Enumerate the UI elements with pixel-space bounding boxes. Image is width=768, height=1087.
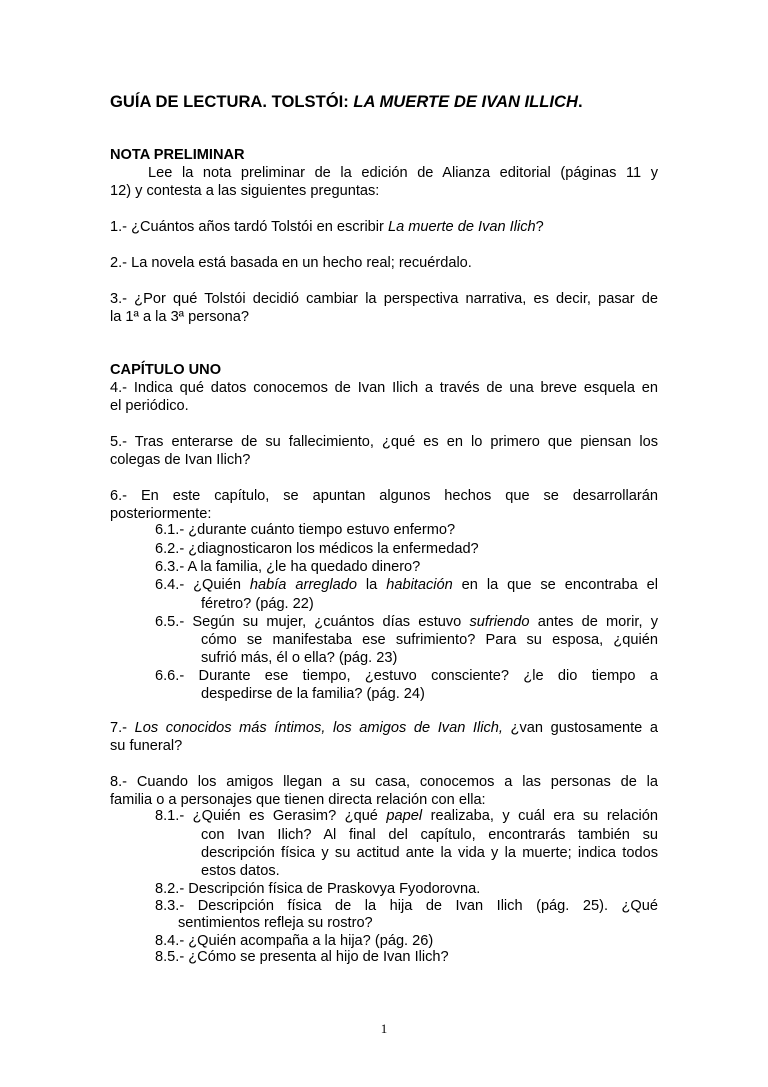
question-3-line-1: 3.- ¿Por qué Tolstói decidió cambiar la perspectiva narrativa, es decir, pasar de [110, 291, 658, 307]
question-6-4-line-2: féretro? (pág. 22) [201, 596, 314, 612]
question-4-line-2: el periódico. [110, 398, 189, 414]
question-6-4-line-1: 6.4.- ¿Quién había arreglado la habitación en la que se encontraba el [155, 577, 659, 593]
question-6-line-1: 6.- En este capítulo, se apuntan algunos hechos que se desarrollarán [110, 488, 658, 504]
question-7-line-2: su funeral? [110, 738, 183, 754]
question-6-5-line-2: cómo se manifestaba ese sufrimiento? Para su esposa, ¿quién [201, 632, 658, 648]
nota-line-2: 12) y contesta a las siguientes preguntas: [110, 183, 380, 199]
question-8-4: 8.4.- ¿Quién acompaña a la hija? (pág. 26) [155, 933, 434, 949]
question-6-line-2: posteriormente: [110, 506, 212, 522]
chapter-one-heading: CAPÍTULO UNO [110, 362, 222, 378]
question-5-line-2: colegas de Ivan Ilich? [110, 452, 251, 468]
question-8-1-line-3: descripción física y su actitud ante la vida y la muerte; indica todos [201, 845, 658, 861]
question-6-3: 6.3.- A la familia, ¿le ha quedado dinero? [155, 559, 421, 575]
question-6-1: 6.1.- ¿durante cuánto tiempo estuvo enfermo? [155, 522, 456, 538]
question-8-1-line-2: con Ivan Ilich? Al final del capítulo, encontrarás también su [201, 827, 658, 843]
question-6-6-line-1: 6.6.- Durante ese tiempo, ¿estuvo consciente? ¿le dio tiempo a [155, 668, 658, 684]
question-8-1-line-1: 8.1.- ¿Quién es Gerasim? ¿qué papel realizaba, y cuál era su relación [155, 808, 659, 824]
question-8-5: 8.5.- ¿Cómo se presenta al hijo de Ivan Ilich? [155, 949, 449, 965]
question-8-3-line-1: 8.3.- Descripción física de la hija de Ivan Ilich (pág. 25). ¿Qué [155, 898, 658, 914]
document-title: GUÍA DE LECTURA. TOLSTÓI: LA MUERTE DE IVAN ILLICH. [110, 92, 583, 111]
question-7-line-1: 7.- Los conocidos más íntimos, los amigos de Ivan Ilich, ¿van gustosamente a [110, 720, 658, 736]
question-8-3-line-2: sentimientos refleja su rostro? [178, 915, 373, 931]
page-number: 1 [380, 1021, 388, 1036]
question-5-line-1: 5.- Tras enterarse de su fallecimiento, ¿qué es en lo primero que piensan los [110, 434, 658, 450]
question-8-1-line-4: estos datos. [201, 863, 280, 879]
question-3-line-2: la 1ª a la 3ª persona? [110, 309, 249, 325]
question-1: 1.- ¿Cuántos años tardó Tolstói en escribir La muerte de Ivan Ilich? [110, 219, 544, 235]
question-8-2: 8.2.- Descripción física de Praskovya Fyodorovna. [155, 881, 481, 897]
question-2: 2.- La novela está basada en un hecho real; recuérdalo. [110, 255, 472, 271]
question-6-5-line-1: 6.5.- Según su mujer, ¿cuántos días estuvo sufriendo antes de morir, y [155, 614, 658, 630]
question-8-line-1: 8.- Cuando los amigos llegan a su casa, conocemos a las personas de la [110, 774, 658, 790]
nota-line-1: Lee la nota preliminar de la edición de Alianza editorial (páginas 11 y [148, 165, 658, 181]
question-8-line-2: familia o a personajes que tienen directa relación con ella: [110, 792, 486, 808]
question-4-line-1: 4.- Indica qué datos conocemos de Ivan Ilich a través de una breve esquela en [110, 380, 658, 396]
question-6-6-line-2: despedirse de la familia? (pág. 24) [201, 686, 425, 702]
question-6-2: 6.2.- ¿diagnosticaron los médicos la enfermedad? [155, 541, 479, 557]
question-6-5-line-3: sufrió más, él o ella? (pág. 23) [201, 650, 398, 666]
nota-heading: NOTA PRELIMINAR [110, 147, 245, 163]
